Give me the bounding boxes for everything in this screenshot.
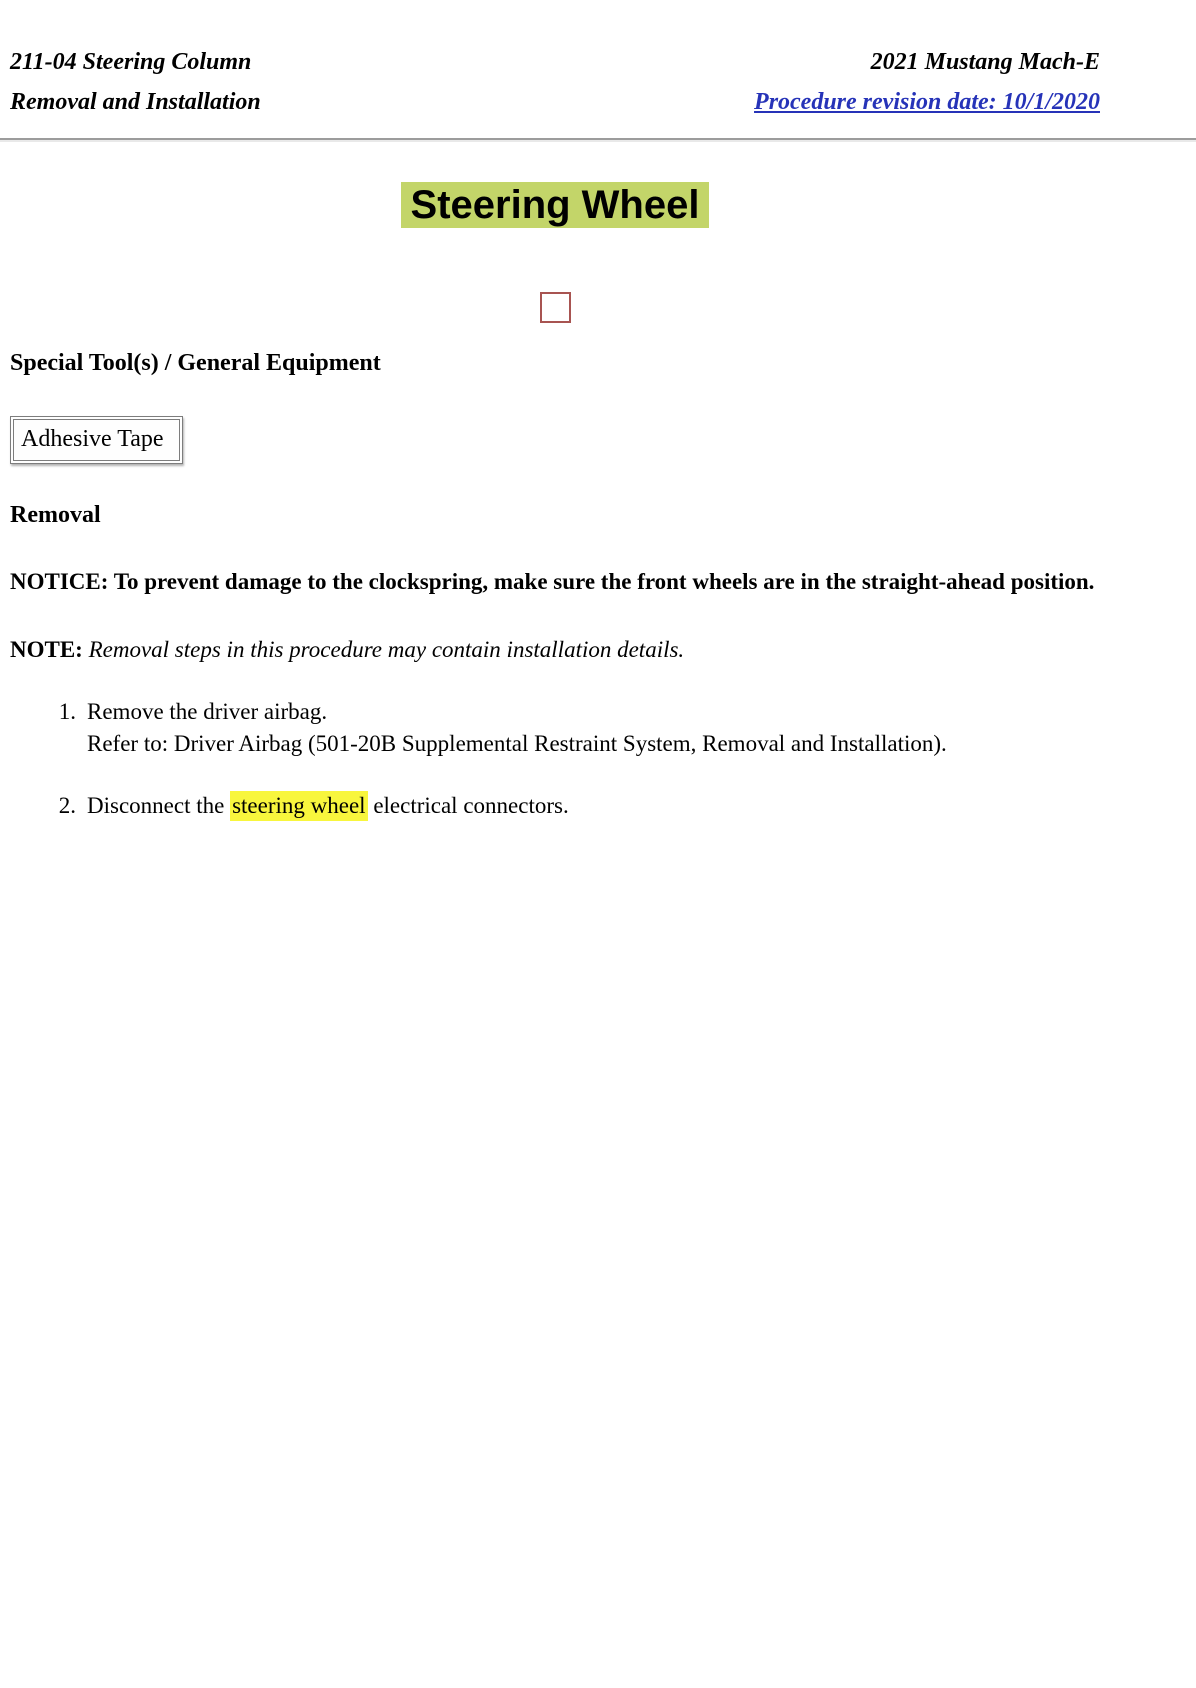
removal-heading: Removal	[10, 502, 101, 528]
step-1-number: 1.	[58, 699, 76, 724]
note-paragraph	[10, 632, 1100, 667]
content	[0, 182, 1196, 822]
page-title	[10, 182, 1100, 228]
revision-date-link[interactable]: Procedure revision date: 10/1/2020	[754, 89, 1100, 115]
tool-item: Adhesive Tape	[13, 419, 180, 461]
notice-text: To prevent damage to the clockspring, make sure the front wheels are in the straight-ahead position.	[108, 569, 1095, 594]
note-label: NOTE:	[10, 637, 83, 662]
section-line2: Removal and Installation	[10, 89, 261, 115]
step-2	[51, 790, 1100, 822]
step-2-number: 2.	[58, 793, 76, 818]
step-1	[51, 696, 1100, 760]
note-text: Removal steps in this procedure may contain installation details.	[82, 637, 685, 662]
vehicle-name: 2021 Mustang Mach-E	[870, 49, 1100, 75]
step-2-text-after: electrical connectors.	[367, 793, 569, 818]
section-title	[10, 42, 261, 122]
highlighted-text: steering wheel	[230, 791, 367, 821]
step-2-text-before: Disconnect the	[87, 793, 231, 818]
removal-steps	[10, 696, 1100, 822]
header-divider	[0, 138, 1196, 142]
step-1-text: Remove the driver airbag.	[87, 699, 328, 724]
step-1-refer: Refer to: Driver Airbag (501-20B Supplemental Restraint System, Removal and Installation).	[87, 731, 947, 756]
section-line1: 211-04 Steering Column	[10, 49, 252, 75]
notice-paragraph	[10, 564, 1100, 599]
page-header	[0, 0, 1196, 138]
special-tools-heading: Special Tool(s) / General Equipment	[10, 350, 381, 376]
broken-image-placeholder	[540, 292, 571, 323]
notice-label: NOTICE:	[10, 569, 109, 594]
title-highlight: Steering Wheel	[401, 182, 710, 228]
step-1-body	[87, 696, 947, 760]
tool-table	[10, 416, 183, 464]
step-2-body	[87, 790, 569, 822]
vehicle-info	[754, 42, 1100, 122]
